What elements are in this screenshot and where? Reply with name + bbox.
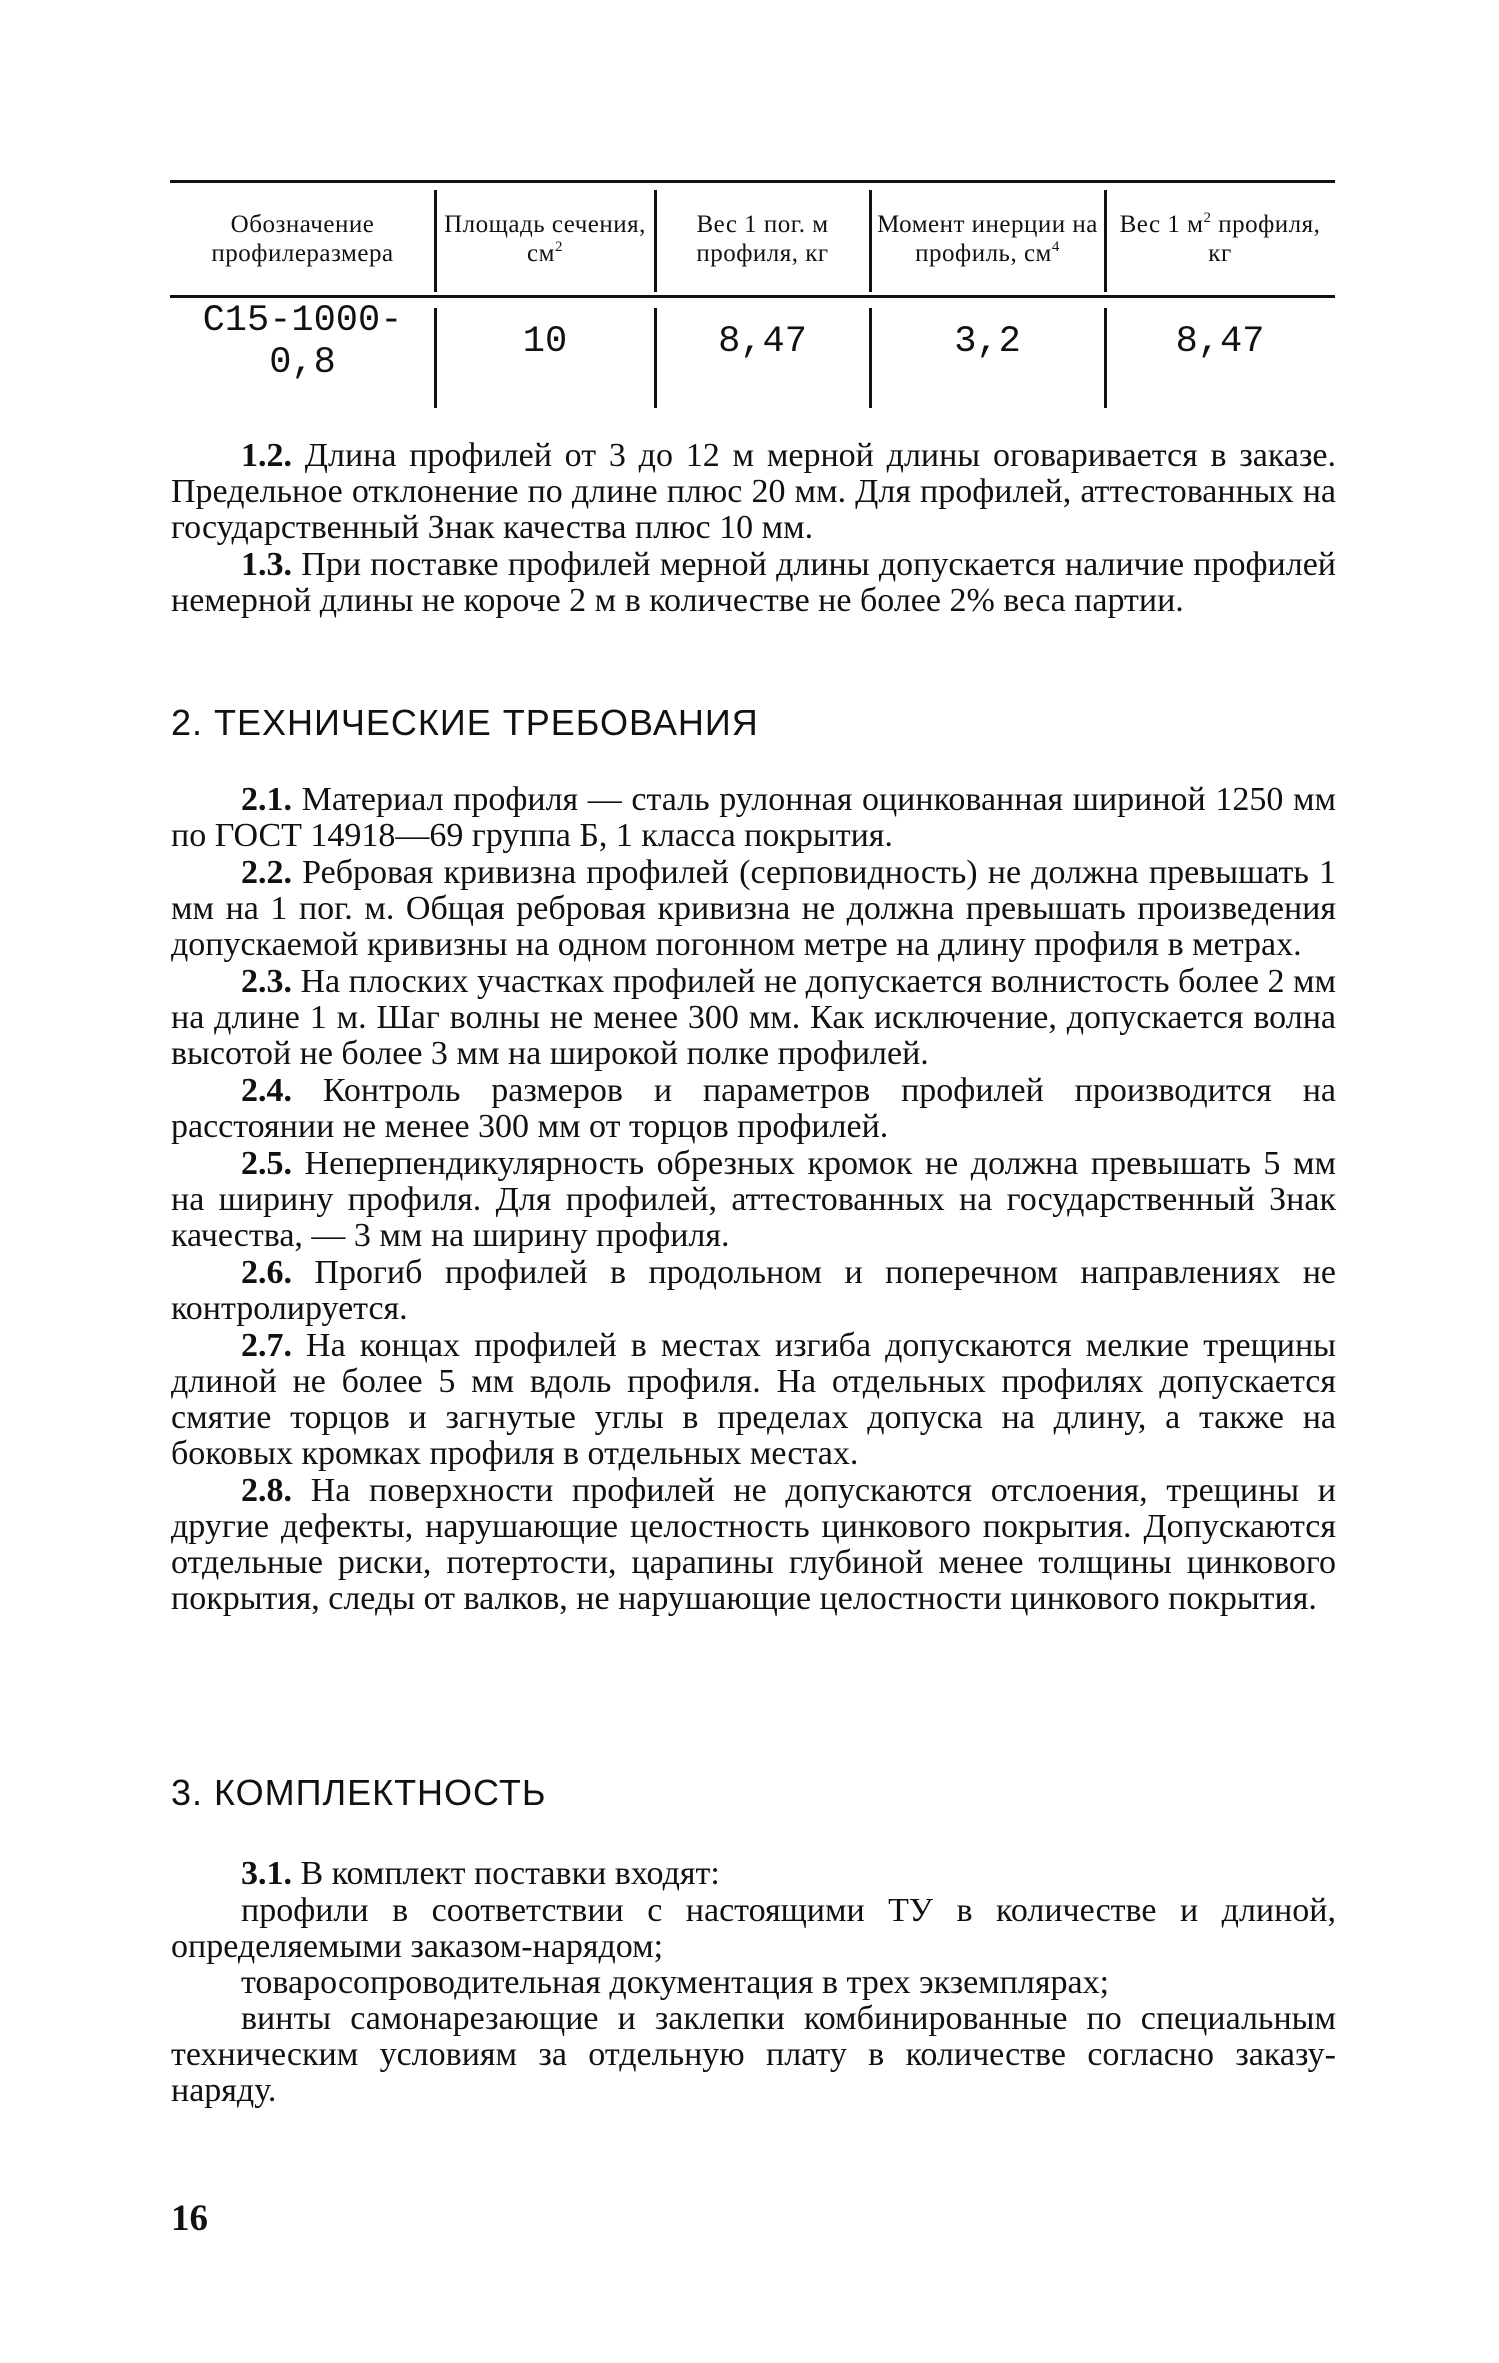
paragraph-2-8: 2.8. На поверхности профилей не допускаются отслоения, трещины и другие дефекты, нарушающие целостность цинкового покрытия. Допускаются отдельные риски, потертости, царапины глубиной менее толщины цинкового покрытия, следы от валков, не нарушающие целостности цинкового покрытия. [171, 1472, 1336, 1617]
header-designation: Обозначение профилеразмера [211, 211, 394, 267]
table-column-divider [1104, 308, 1107, 408]
paragraph-2-1: 2.1. Материал профиля — сталь рулонная оцинкованная шириной 1250 мм по ГОСТ 14918—69 группа Б, 1 класса покрытия. [171, 781, 1336, 854]
section-3-text [171, 1856, 1336, 2109]
table-column-divider [434, 308, 437, 408]
table-column-divider [869, 190, 872, 292]
table-row [170, 298, 1335, 406]
section-2-text [171, 782, 1336, 1618]
paragraph-2-2: 2.2. Ребровая кривизна профилей (серповидность) не должна превышать 1 мм на 1 пог. м. Общая ребровая кривизна не должна превышать произведения допускаемой кривизны на одном погонном метре на длину профиля в метрах. [171, 854, 1336, 963]
header-moment-of-inertia: Момент инерции на профиль, $см^4$ [877, 211, 1098, 267]
page-number: 16 [171, 2198, 208, 2239]
paragraph-1-2: 1.2. Длина профилей от 3 до 12 м мерной длины оговаривается в заказе. Предельное отклонение по длине плюс 20 мм. Для профилей, аттестованных на государственный Знак качества плюс 10 мм. [171, 437, 1336, 546]
paragraph-1-3: 1.3. При поставке профилей мерной длины допускается наличие профилей немерной длины не короче 2 м в количестве не более 2% веса партии. [171, 546, 1336, 619]
paragraph-2-7: 2.7. На концах профилей в местах изгиба допускаются мелкие трещины длиной не более 5 мм вдоль профиля. На отдельных профилях допускается смятие торцов и загнутые углы в пределах допуска на длину, а также на боковых кромках профиля в отдельных местах. [171, 1327, 1336, 1472]
table-column-divider [1104, 190, 1107, 292]
list-item: винты самонарезающие и заклепки комбинированные по специальным техническим условиям за отдельную плату в количестве согласно заказу-наряду. [171, 2000, 1336, 2109]
section-3-heading: 3. КОМПЛЕКТНОСТЬ [171, 1772, 547, 1813]
profile-table [170, 180, 1335, 406]
cell-designation: С15-1000-0,8 [202, 300, 403, 384]
list-item: профили в соответствии с настоящими ТУ в количестве и длиной, определяемыми заказом-нарядом; [171, 1892, 1336, 1965]
list-item: товаросопроводительная документация в трех экземплярах; [241, 1964, 1110, 2001]
paragraph-2-5: 2.5. Неперпендикулярность обрезных кромок не должна превышать 5 мм на ширину профиля. Для профилей, аттестованных на государственный Знак качества, — 3 мм на ширину профиля. [171, 1145, 1336, 1254]
cell-weight-per-meter: 8,47 [718, 321, 807, 363]
table-column-divider [654, 190, 657, 292]
header-weight-per-sq-meter: Вес 1 $м^2$ профиля, кг [1119, 210, 1321, 267]
paragraph-2-6: 2.6. Прогиб профилей в продольном и поперечном направлениях не контролируется. [171, 1254, 1336, 1327]
paragraph-2-3: 2.3. На плоских участках профилей не допускается волнистость более 2 мм на длине 1 м. Шаг волны не менее 300 мм. Как исключение, допускается волна высотой не более 3 мм на широкой полке профилей. [171, 963, 1336, 1072]
table-header-row [170, 183, 1335, 295]
table-column-divider [434, 190, 437, 292]
table-column-divider [654, 308, 657, 408]
header-area: Площадь сечения, $см^2$ [444, 211, 646, 267]
section-1-text [171, 438, 1336, 620]
cell-weight-per-sq-meter: 8,47 [1175, 321, 1265, 363]
cell-moment-of-inertia: 3,2 [954, 321, 1021, 363]
paragraph-2-4: 2.4. Контроль размеров и параметров профилей производится на расстоянии не менее 300 мм от торцов профилей. [171, 1072, 1336, 1145]
paragraph-3-1: 3.1. В комплект поставки входят: [241, 1855, 720, 1892]
table-column-divider [869, 308, 872, 408]
section-2-heading: 2. ТЕХНИЧЕСКИЕ ТРЕБОВАНИЯ [171, 702, 759, 743]
header-weight-per-meter: Вес 1 пог. м профиля, кг [696, 211, 829, 267]
cell-area: 10 [522, 321, 568, 363]
